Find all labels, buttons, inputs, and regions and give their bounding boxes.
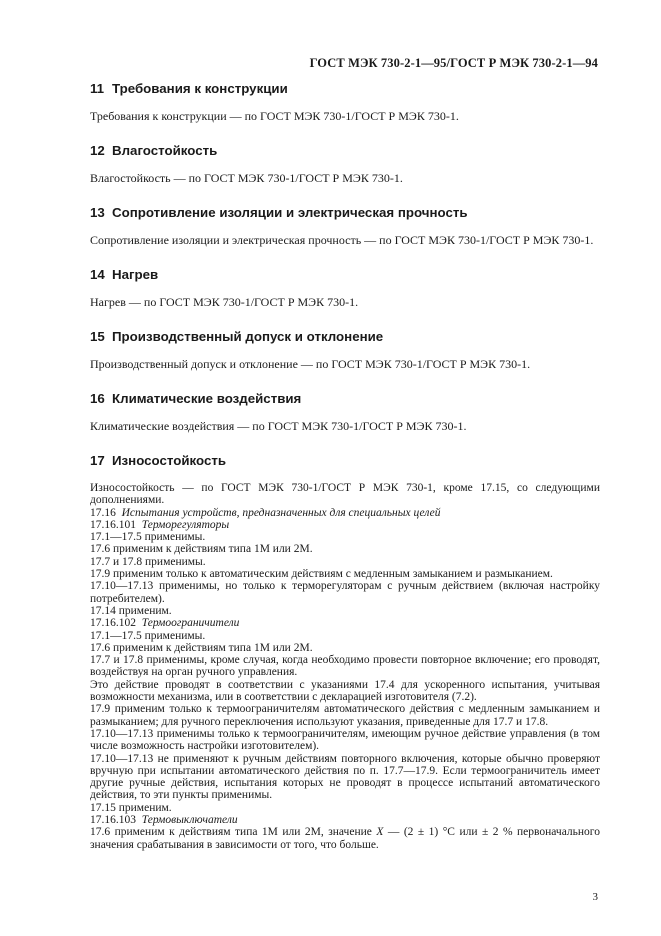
- section-13-title: 13 Сопротивление изоляции и электрическая прочность: [90, 205, 468, 220]
- section-13-text: Сопротивление изоляции и электрическая прочность — по ГОСТ МЭК 730-1/ГОСТ Р МЭК 730-1.: [90, 233, 594, 247]
- page-number: 3: [592, 891, 598, 903]
- section-14-text: Нагрев — по ГОСТ МЭК 730-1/ГОСТ Р МЭК 730-1.: [90, 295, 359, 309]
- clause-line: 17.10—17.13 применимы, но только к терморегуляторам с ручным действием (включая настройку потребителем).: [90, 580, 600, 605]
- clause-line: 17.10—17.13 не применяют к ручным действиям повторного включения, которые обычно проверяют вручную при испытании автоматического действия по п. 17.7—17.9. Если термоограничитель имеет другие ручные действия, испытания которых не проводят в процессе испытаний автоматического действия, то эти пункты применимы.: [90, 752, 600, 802]
- clause-line: 17.6 применим к действиям типа 1М или 2М.: [90, 641, 313, 654]
- clause-17-16-101: 17.16.101 Терморегуляторы: [90, 518, 230, 531]
- section-11-text: Требования к конструкции — по ГОСТ МЭК 730-1/ГОСТ Р МЭК 730-1.: [90, 109, 459, 123]
- section-12-text: Влагостойкость — по ГОСТ МЭК 730-1/ГОСТ Р МЭК 730-1.: [90, 171, 403, 185]
- section-16-text: Климатические воздействия — по ГОСТ МЭК 730-1/ГОСТ Р МЭК 730-1.: [90, 419, 467, 433]
- clause-17-16-102: 17.16.102 Термоограничители: [90, 617, 240, 630]
- clause-line: 17.1—17.5 применимы.: [90, 629, 206, 642]
- section-11-title: 11 Требования к конструкции: [90, 81, 288, 96]
- clause-line: 17.9 применим только к автоматическим действиям с медленным замыканием и размыканием.: [90, 568, 553, 581]
- section-12-title: 12 Влагостойкость: [90, 143, 218, 158]
- section-15-title: 15 Производственный допуск и отклонение: [90, 329, 384, 344]
- clause-line: 17.6 применим к действиям типа 1М или 2М, значение X — (2 ± 1) °С или ± 2 % первоначального значения срабатывания в зависимости от того, что больше.: [90, 826, 600, 851]
- section-16-title: 16 Климатические воздействия: [90, 391, 302, 406]
- clause-line: 17.6 применим к действиям типа 1М или 2М.: [90, 543, 313, 556]
- clause-17-16: 17.16 Испытания устройств, предназначенных для специальных целей: [90, 506, 441, 519]
- clause-line: 17.14 применим.: [90, 604, 172, 617]
- section-17-title: 17 Износостойкость: [90, 453, 227, 468]
- clause-line: Это действие проводят в соответствии с указаниями 17.4 для ускоренного испытания, учитывая возможности механизма, или в соответствии с декларацией изготовителя (7.2).: [90, 678, 600, 704]
- clause-17-16-103: 17.16.103 Термовыключатели: [90, 814, 238, 827]
- clause-line: 17.9 применим только к термоограничителям автоматического действия с медленным замыканием и размыканием; для ручного переключения используют указания, приведенные для 17.7 и 17.8.: [90, 703, 600, 728]
- clause-line: 17.15 применим.: [90, 801, 172, 814]
- clause-line: 17.10—17.13 применимы только к термоограничителям, имеющим ручное действие управления (в том числе возможность настройки изготовителем).: [90, 727, 600, 753]
- section-15-text: Производственный допуск и отклонение — по ГОСТ МЭК 730-1/ГОСТ Р МЭК 730-1.: [90, 357, 531, 371]
- clause-line: 17.7 и 17.8 применимы, кроме случая, когда необходимо провести повторное включение; его проводят, воздействуя на орган ручного управления.: [90, 654, 600, 679]
- document-header: ГОСТ МЭК 730-2-1—95/ГОСТ Р МЭК 730-2-1—94: [309, 56, 598, 70]
- section-17-body: [90, 482, 600, 851]
- section-17-intro: Износостойкость — по ГОСТ МЭК 730-1/ГОСТ Р МЭК 730-1, кроме 17.15, со следующими дополнениями.: [90, 482, 600, 507]
- clause-line: 17.1—17.5 применимы.: [90, 531, 206, 544]
- section-14-title: 14 Нагрев: [90, 267, 159, 282]
- document-body: [90, 80, 600, 851]
- clause-line: 17.7 и 17.8 применимы.: [90, 555, 206, 568]
